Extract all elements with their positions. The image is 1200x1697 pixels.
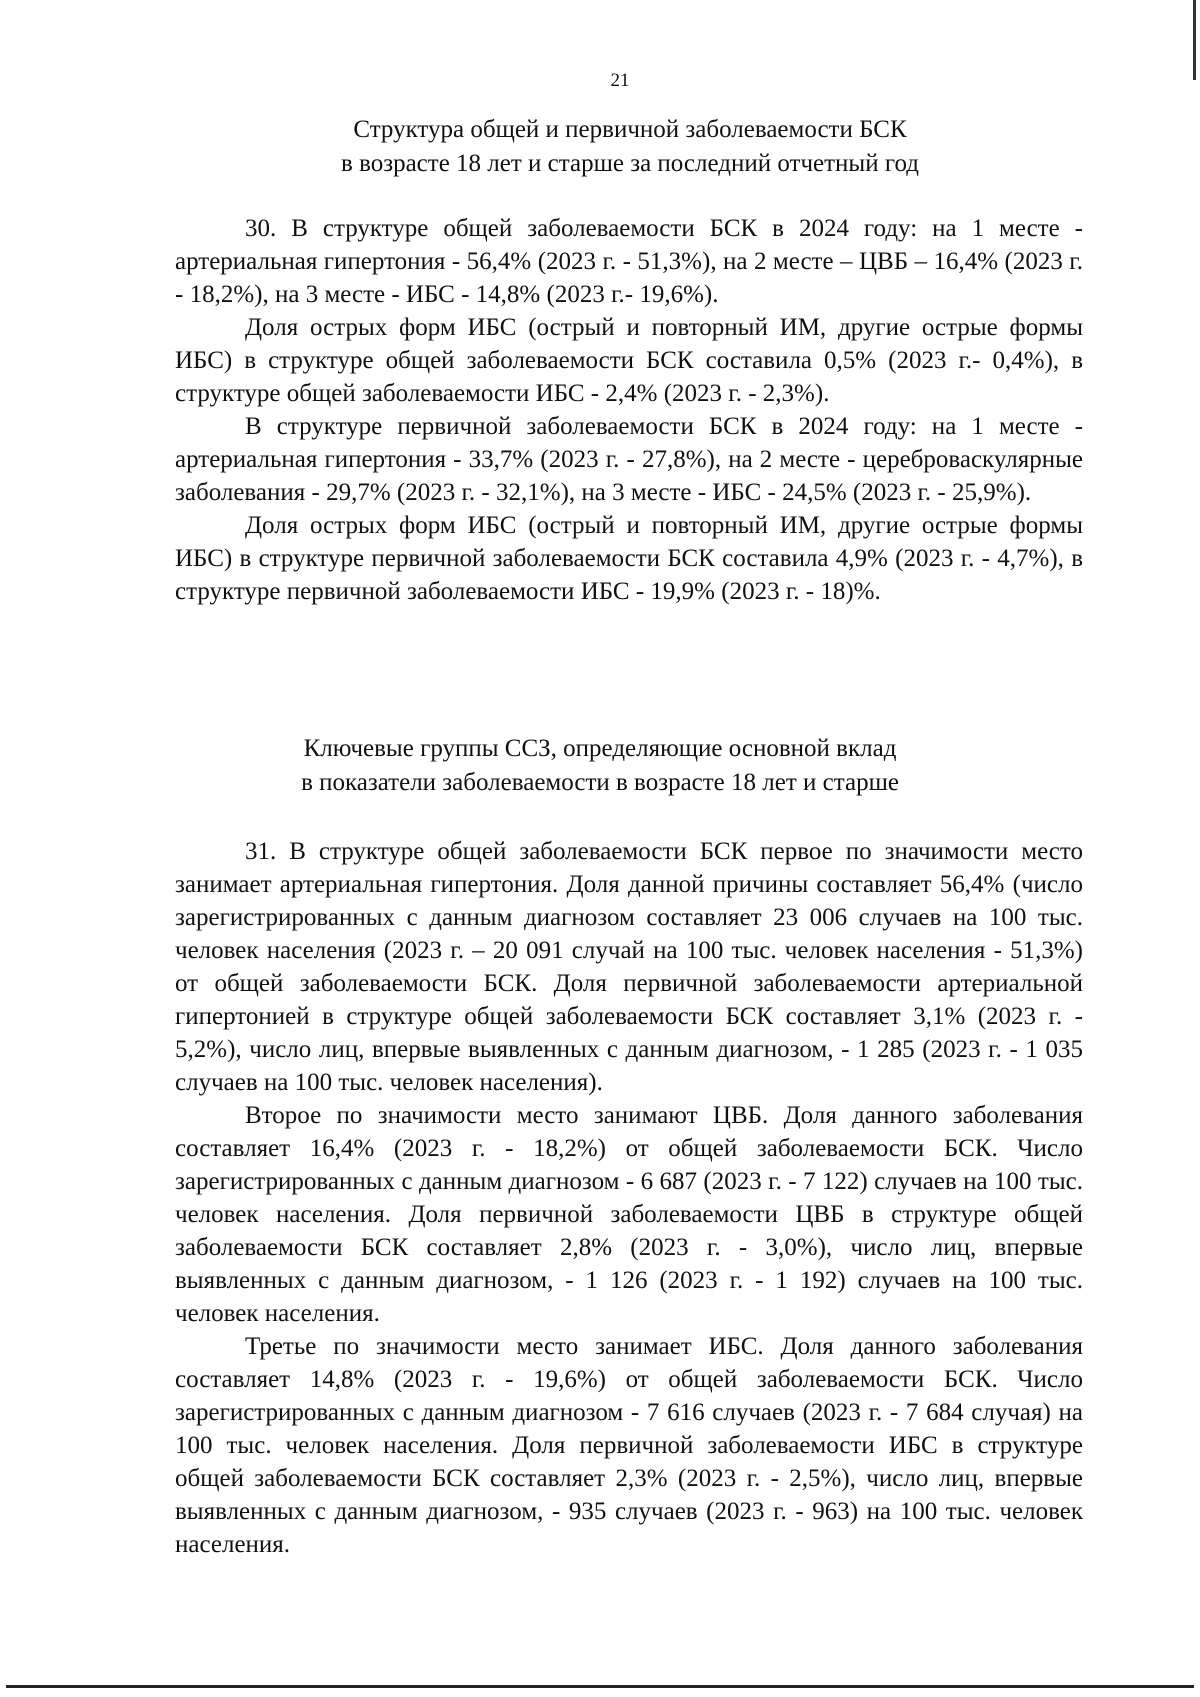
- paragraph: 30. В структуре общей заболеваемости БСК в 2024 году: на 1 месте - артериальная гипертония - 56,4% (2023 г. - 51,3%), на 2 месте – ЦВБ – 16,4% (2023 г. - 18,2%), на 3 месте - ИБС - 14,8% (2023 г.- 19,6%).: [175, 215, 1083, 308]
- heading-line: Структура общей и первичной заболеваемости БСК: [353, 116, 907, 143]
- heading-line: Ключевые группы ССЗ, определяющие основной вклад: [303, 735, 897, 762]
- paragraph: Доля острых форм ИБС (острый и повторный ИМ, другие острые формы ИБС) в структуре общей заболеваемости БСК составила 0,5% (2023 г.- 0,4%), в структуре общей заболеваемости ИБС - 2,4% (2023 г. - 2,3%).: [175, 314, 1083, 407]
- heading-line: в возрасте 18 лет и старше за последний отчетный год: [341, 150, 919, 177]
- paragraph: В структуре первичной заболеваемости БСК в 2024 году: на 1 месте - артериальная гипертония - 33,7% (2023 г. - 27,8%), на 2 месте - цереброваскулярные заболевания - 29,7% (2023 г. - 32,1%), на 3 месте - ИБС - 24,5% (2023 г. - 25,9%).: [175, 413, 1083, 506]
- page-number: 21: [610, 70, 630, 91]
- scan-bottom-edge: [6, 1685, 1194, 1688]
- paragraph: Третье по значимости место занимает ИБС. Доля данного заболевания составляет 14,8% (2023 г. - 19,6%) от общей заболеваемости БСК. Число зарегистрированных с данным диагнозом - 7 616 случаев (2023 г. - 7 684 случая) на 100 тыс. человек населения. Доля первичной заболеваемости ИБС в структуре общей заболеваемости БСК составляет 2,3% (2023 г. - 2,5%), число лиц, впервые выявленных с данным диагнозом, - 935 случаев (2023 г. - 963) на 100 тыс. человек населения.: [175, 1333, 1083, 1558]
- heading-line: в показатели заболеваемости в возрасте 18 лет и старше: [301, 769, 899, 796]
- paragraph: 31. В структуре общей заболеваемости БСК первое по значимости место занимает артериальная гипертония. Доля данной причины составляет 56,4% (число зарегистрированных с данным диагнозом составляет 23 006 случаев на 100 тыс. человек населения (2023 г. – 20 091 случай на 100 тыс. человек населения - 51,3%) от общей заболеваемости БСК. Доля первичной заболеваемости артериальной гипертонией в структуре общей заболеваемости БСК составляет 3,1% (2023 г. - 5,2%), число лиц, впервые выявленных с данным диагнозом, - 1 285 (2023 г. - 1 035 случаев на 100 тыс. человек населения).: [175, 838, 1083, 1096]
- paragraph: Доля острых форм ИБС (острый и повторный ИМ, другие острые формы ИБС) в структуре первичной заболеваемости БСК составила 4,9% (2023 г. - 4,7%), в структуре первичной заболеваемости ИБС - 19,9% (2023 г. - 18)%.: [175, 512, 1083, 605]
- section-heading-structure: [190, 113, 1070, 181]
- paragraph: Второе по значимости место занимают ЦВБ. Доля данного заболевания составляет 16,4% (2023 г. - 18,2%) от общей заболеваемости БСК. Число зарегистрированных с данным диагнозом - 6 687 (2023 г. - 7 122) случаев на 100 тыс. человек населения. Доля первичной заболеваемости ЦВБ в структуре общей заболеваемости БСК составляет 2,8% (2023 г. - 3,0%), число лиц, впервые выявленных с данным диагнозом, - 1 126 (2023 г. - 1 192) случаев на 100 тыс. человек населения.: [175, 1102, 1083, 1327]
- section-body-structure: [175, 212, 1083, 608]
- scan-edge-line: [1193, 0, 1196, 80]
- section-body-key-groups: [175, 835, 1083, 1561]
- section-heading-key-groups: [160, 732, 1040, 800]
